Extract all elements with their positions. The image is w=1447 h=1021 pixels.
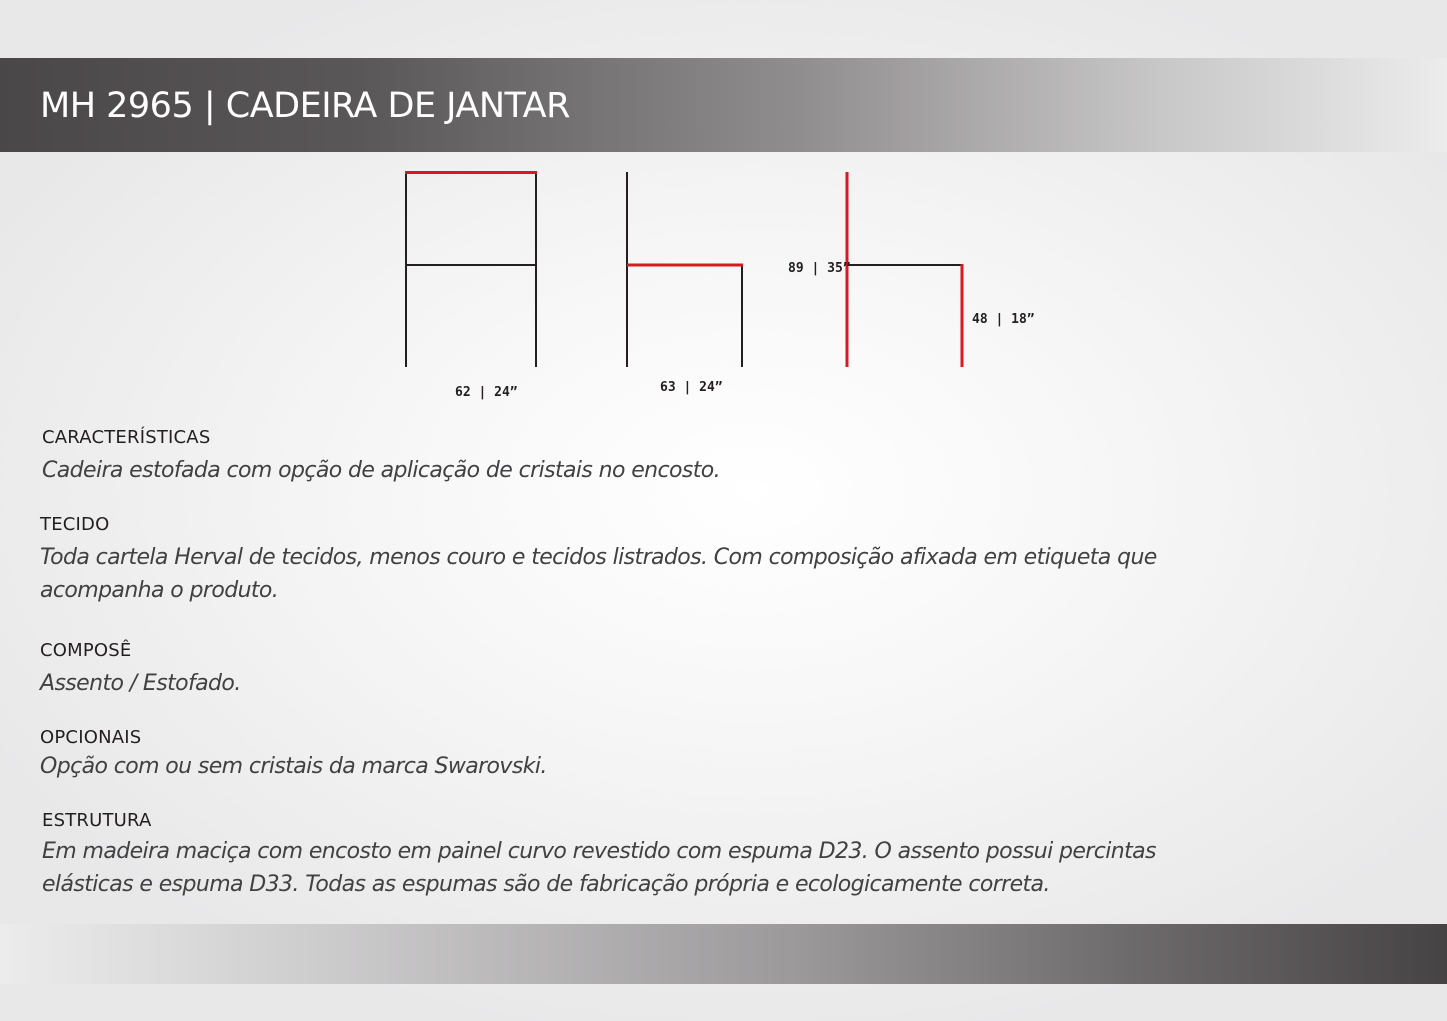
section-heading: TECIDO: [40, 514, 110, 535]
section-heading: OPCIONAIS: [40, 727, 142, 748]
section-heading: COMPOSÊ: [40, 640, 132, 661]
section-text-line: elásticas e espuma D33. Todas as espumas são de fabricação própria e ecologicamente correta.: [42, 872, 1050, 897]
section-text-line: Opção com ou sem cristais da marca Swarovski.: [40, 754, 547, 779]
section-text-line: Cadeira estofada com opção de aplicação de cristais no encosto.: [42, 458, 720, 483]
side-depth-label: 63 | 24”: [660, 380, 723, 395]
total-height-label: 89 | 35”: [788, 261, 851, 276]
section-opcionais: [40, 726, 1340, 783]
section-heading: ESTRUTURA: [42, 810, 152, 831]
footer-band: [0, 924, 1447, 984]
page-title: MH 2965 | CADEIRA DE JANTAR: [40, 86, 570, 126]
section-text-line: acompanha o produto.: [40, 578, 279, 603]
front-view-drawing: [405, 172, 537, 400]
section-compose: [40, 639, 1340, 700]
section-tecido: [40, 513, 1340, 607]
section-text-line: Toda cartela Herval de tecidos, menos couro e tecidos listrados. Com composição afixada em etiqueta que: [40, 545, 1157, 570]
front-width-label: 62 | 24”: [455, 385, 518, 400]
section-text-line: Assento / Estofado.: [40, 671, 241, 696]
section-heading: CARACTERÍSTICAS: [42, 427, 211, 448]
seat-height-label: 48 | 18”: [972, 312, 1035, 327]
section-text-line: Em madeira maciça com encosto em painel curvo revestido com espuma D23. O assento possui percintas: [42, 839, 1156, 864]
dimension-drawings: [0, 0, 1447, 420]
section-estrutura: [42, 809, 1342, 901]
side-view-drawing: [627, 172, 743, 395]
section-caracteristicas: [42, 426, 1342, 487]
height-view-drawing: [788, 172, 1035, 367]
